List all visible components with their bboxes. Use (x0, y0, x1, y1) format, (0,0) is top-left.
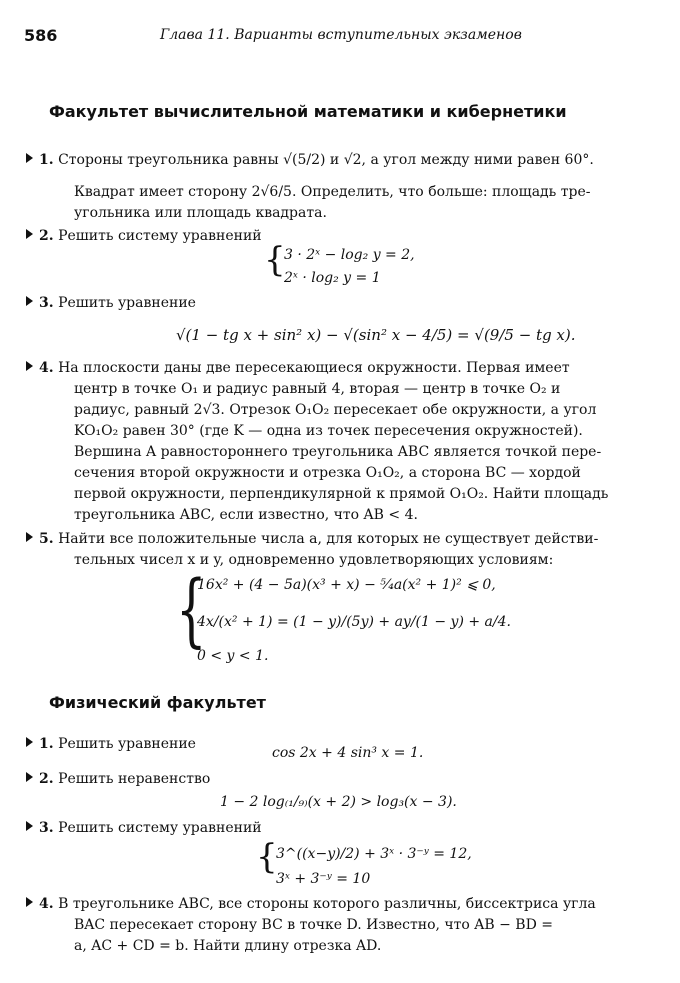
bullet-triangle-icon (26, 737, 33, 747)
system-brace: { (176, 563, 207, 656)
problem-text: Найти все положительные числа a, для которых не существует действи- (58, 531, 599, 547)
problem-1-line-3: угольника или площадь квадрата. (74, 205, 327, 221)
problem-4-line-7: первой окружности, перпендикулярной к прямой O₁O₂. Найти площадь (74, 486, 609, 502)
system-equation-3: 0 < y < 1. (197, 648, 269, 664)
problem-number: 1. (39, 152, 54, 168)
problem-text: Решить систему уравнений (58, 820, 262, 836)
section-title-vmk: Факультет вычислительной математики и кибернетики (49, 102, 567, 121)
system-equation-1: 16x² + (4 − 5a)(x³ + x) − ⁵⁄₄a(x² + 1)² ⩽ 0, (197, 577, 496, 593)
problem-text: Решить неравенство (58, 771, 211, 787)
phys-problem-4-line-1 (26, 895, 596, 913)
phys-problem-4-line-3: a, AC + CD = b. Найти длину отрезка AD. (74, 938, 382, 954)
problem-text: Решить уравнение (58, 295, 196, 311)
problem-text: В треугольнике ABC, все стороны которого различны, биссектриса угла (58, 896, 596, 912)
problem-number: 4. (39, 360, 54, 376)
phys-problem-3-line (26, 819, 262, 837)
inequality: 1 − 2 log₍₁/₉₎(x + 2) > log₃(x − 3). (220, 794, 457, 810)
problem-text: Решить уравнение (58, 736, 196, 752)
bullet-triangle-icon (26, 361, 33, 371)
problem-number: 4. (39, 896, 54, 912)
problem-2-line (26, 227, 262, 245)
problem-4-line-5: Вершина A равностороннего треугольника ABC является точкой пере- (74, 444, 602, 460)
problem-number: 2. (39, 228, 54, 244)
bullet-triangle-icon (26, 772, 33, 782)
equation: cos 2x + 4 sin³ x = 1. (272, 745, 424, 761)
problem-number: 5. (39, 531, 54, 547)
system-brace: { (264, 240, 286, 280)
system-equation-1: 3 · 2ˣ − log₂ y = 2, (284, 247, 415, 263)
problem-text: Стороны треугольника равны √(5/2) и √2, а угол между ними равен 60°. (58, 152, 594, 168)
bullet-triangle-icon (26, 296, 33, 306)
problem-text: На плоскости даны две пересекающиеся окружности. Первая имеет (58, 360, 570, 376)
problem-4-line-3: радиус, равный 2√3. Отрезок O₁O₂ пересекает обе окружности, а угол (74, 402, 597, 418)
bullet-triangle-icon (26, 897, 33, 907)
bullet-triangle-icon (26, 229, 33, 239)
phys-problem-2-line (26, 770, 210, 788)
bullet-triangle-icon (26, 153, 33, 163)
phys-problem-1-line (26, 735, 196, 753)
system-equation-2: 3ˣ + 3⁻ʸ = 10 (276, 871, 371, 887)
section-title-physics: Физический факультет (49, 693, 266, 712)
problem-4-line-2: центр в точке O₁ и радиус равный 4, вторая — центр в точке O₂ и (74, 381, 561, 397)
equation: √(1 − tg x + sin² x) − √(sin² x − 4/5) = √(9/5 − tg x). (176, 326, 576, 344)
system-equation-1: 3^((x−y)/2) + 3ˣ · 3⁻ʸ = 12, (276, 846, 472, 862)
problem-4-line-4: KO₁O₂ равен 30° (где K — одна из точек пересечения окружностей). (74, 423, 583, 439)
problem-5-line-1 (26, 530, 598, 548)
problem-number: 3. (39, 820, 54, 836)
system-brace: { (256, 837, 278, 877)
problem-number: 1. (39, 736, 54, 752)
bullet-triangle-icon (26, 821, 33, 831)
problem-4-line-8: треугольника ABC, если известно, что AB < 4. (74, 507, 418, 523)
problem-3-line (26, 294, 196, 312)
problem-number: 3. (39, 295, 54, 311)
bullet-triangle-icon (26, 532, 33, 542)
problem-text: Решить систему уравнений (58, 228, 262, 244)
problem-4-line-1 (26, 359, 570, 377)
problem-4-line-6: сечения второй окружности и отрезка O₁O₂, а сторона BC — хордой (74, 465, 581, 481)
system-equation-2: 2ˣ · log₂ y = 1 (284, 270, 381, 286)
phys-problem-4-line-2: BAC пересекает сторону BC в точке D. Известно, что AB − BD = (74, 917, 553, 933)
system-equation-2: 4x/(x² + 1) = (1 − y)/(5y) + ay/(1 − y) + a/4. (197, 614, 511, 630)
page-number: 586 (24, 26, 58, 45)
problem-1-line-2: Квадрат имеет сторону 2√6/5. Определить, что больше: площадь тре- (74, 184, 591, 200)
problem-5-line-2: тельных чисел x и y, одновременно удовлетворяющих условиям: (74, 552, 554, 568)
problem-number: 2. (39, 771, 54, 787)
problem-1-line-1 (26, 151, 594, 169)
running-title: Глава 11. Варианты вступительных экзаменов (160, 27, 522, 43)
